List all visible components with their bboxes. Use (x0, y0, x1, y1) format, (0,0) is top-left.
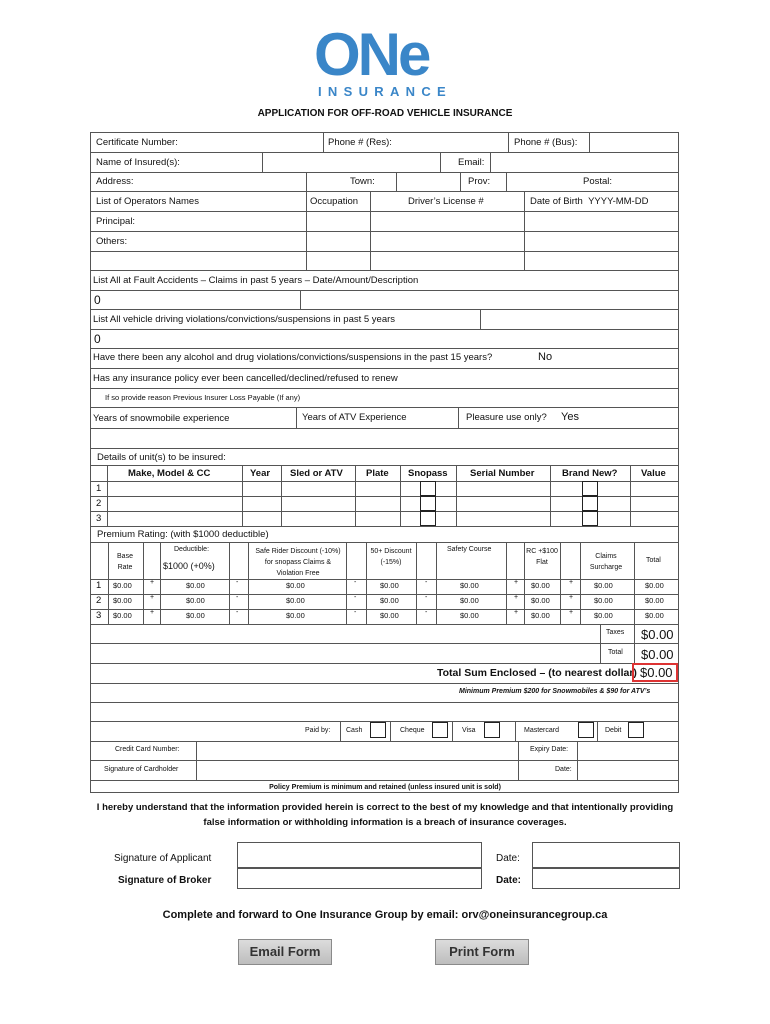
taxes-value: $0.00 (641, 627, 674, 642)
premium-operator: - (236, 579, 239, 586)
cheque-checkbox[interactable] (432, 722, 448, 738)
brand-new-checkbox-1[interactable] (582, 481, 598, 496)
label-occupation: Occupation (310, 196, 359, 207)
premium-cell: $0.00 (460, 596, 479, 605)
premium-cell: $0.00 (460, 611, 479, 620)
premium-cell: $0.00 (594, 611, 613, 620)
label-cc-number: Credit Card Number: (115, 746, 180, 753)
premium-operator: - (425, 594, 428, 601)
alcohol-value[interactable]: No (538, 351, 553, 363)
label-expiry: Expiry Date: (530, 746, 569, 753)
premium-operator: + (150, 579, 155, 586)
label-phone-bus: Phone # (Bus): (514, 137, 578, 148)
premium-cell: $0.00 (531, 611, 550, 620)
snopass-checkbox-3[interactable] (420, 511, 436, 526)
header-total: Total (646, 557, 661, 564)
label-visa: Visa (462, 727, 476, 734)
premium-title: Premium Rating: (with $1000 deductible) (97, 529, 269, 540)
pleasure-value[interactable]: Yes (561, 411, 579, 423)
label-sig-cardholder: Signature of Cardholder (104, 766, 179, 773)
premium-cell: $0.00 (380, 596, 399, 605)
premium-operator: + (150, 609, 155, 616)
header-deductible: Deductible: (174, 546, 210, 553)
label-sig-applicant: Signature of Applicant (114, 853, 212, 864)
label-cash: Cash (346, 727, 363, 734)
premium-row-number: 2 (96, 595, 102, 606)
debit-checkbox[interactable] (628, 722, 644, 738)
label-paid-by: Paid by: (305, 727, 331, 734)
premium-cell: $0.00 (186, 611, 205, 620)
premium-cell: $0.00 (645, 581, 664, 590)
header-value: Value (641, 468, 666, 479)
minimum-premium-note: Minimum Premium $200 for Snowmobiles & $90 for ATV’s (459, 688, 651, 695)
broker-date-field[interactable] (532, 867, 680, 889)
premium-operator: + (150, 594, 155, 601)
label-prov: Prov: (468, 176, 491, 187)
label-cheque: Cheque (400, 727, 425, 734)
label-cancelled: Has any insurance policy ever been cancelled/declined/refused to renew (93, 373, 398, 384)
total-sum-value: $0.00 (640, 665, 673, 680)
label-cardholder-date: Date: (555, 766, 572, 773)
premium-operator: - (236, 594, 239, 601)
label-taxes: Taxes (606, 629, 625, 636)
label-debit: Debit (605, 727, 622, 734)
header-serial: Serial Number (470, 468, 535, 479)
premium-cell: $0.00 (113, 581, 132, 590)
header-snopass: Snopass (408, 468, 448, 479)
label-applicant-date: Date: (496, 853, 520, 864)
label-sig-broker: Signature of Broker (118, 875, 212, 886)
cash-checkbox[interactable] (370, 722, 386, 738)
label-email: Email: (458, 157, 485, 168)
premium-cell: $0.00 (531, 596, 550, 605)
premium-cell: $0.00 (380, 611, 399, 620)
premium-operator: - (354, 594, 357, 601)
deductible-value[interactable]: $1000 (+0%) (163, 561, 215, 571)
header-plate: Plate (366, 468, 389, 479)
label-prev-insurer: If so provide reason Previous Insurer Loss Payable (If any) (105, 393, 301, 402)
label-postal: Postal: (583, 176, 613, 187)
form-title: APPLICATION FOR OFF-ROAD VEHICLE INSURANCE (257, 108, 513, 119)
header-sled-atv: Sled or ATV (290, 468, 343, 479)
premium-cell: $0.00 (531, 581, 550, 590)
mastercard-checkbox[interactable] (578, 722, 594, 738)
premium-cell: $0.00 (286, 581, 305, 590)
unit-row-1-number: 1 (96, 483, 102, 494)
label-date-of-birth: Date of Birth YYYY-MM-DD (530, 196, 649, 207)
header-safety-course: Safety Course (447, 546, 492, 553)
label-snowmobile-exp: Years of snowmobile experience (93, 413, 230, 424)
premium-row-number: 3 (96, 610, 102, 621)
unit-row-2-number: 2 (96, 498, 102, 509)
premium-operator: + (514, 594, 519, 601)
brand-new-checkbox-2[interactable] (582, 496, 598, 511)
snopass-checkbox-1[interactable] (420, 481, 436, 496)
total-value: $0.00 (641, 647, 674, 662)
print-form-button[interactable]: Print Form (435, 939, 529, 965)
label-violations: List All vehicle driving violations/convictions/suspensions in past 5 years (93, 314, 396, 325)
premium-cell: $0.00 (286, 611, 305, 620)
declaration-text: I hereby understand that the information provided herein is correct to the best of my knowledge and that intentionally providing false information or withholding information is a breach of insurance coverages. (96, 802, 674, 828)
policy-note: Policy Premium is minimum and retained (unless insured unit is sold) (269, 784, 501, 791)
label-pleasure: Pleasure use only? (466, 412, 547, 423)
violations-value[interactable]: 0 (94, 332, 101, 346)
label-alcohol: Have there been any alcohol and drug violations/convictions/suspensions in the past 15 years? (93, 352, 493, 363)
applicant-date-field[interactable] (532, 842, 680, 869)
label-name-insured: Name of Insured(s): (96, 157, 180, 168)
premium-cell: $0.00 (594, 581, 613, 590)
premium-operator: - (354, 579, 357, 586)
accidents-value[interactable]: 0 (94, 293, 101, 307)
premium-cell: $0.00 (645, 596, 664, 605)
label-town: Town: (350, 176, 375, 187)
label-others: Others: (96, 236, 128, 247)
premium-operator: - (236, 609, 239, 616)
premium-operator: + (569, 579, 574, 586)
visa-checkbox[interactable] (484, 722, 500, 738)
label-total: Total (608, 649, 623, 656)
premium-operator: + (569, 594, 574, 601)
premium-operator: + (569, 609, 574, 616)
header-safe-rider: Safe Rider Discount (-10%) for snopass Claims & Violation Free (255, 548, 341, 577)
label-principal: Principal: (96, 216, 136, 227)
header-base-rate: Base Rate (117, 553, 133, 571)
snopass-checkbox-2[interactable] (420, 496, 436, 511)
label-total-sum: Total Sum Enclosed – (to nearest dollar) (437, 667, 637, 679)
premium-cell: $0.00 (113, 611, 132, 620)
company-logo (300, 22, 470, 102)
header-year: Year (250, 468, 271, 479)
header-rc: RC +$100 Flat (526, 548, 558, 566)
header-claims-surcharge: Claims Surcharge (589, 553, 623, 571)
premium-row-number: 1 (96, 580, 102, 591)
units-title: Details of unit(s) to be insured: (97, 452, 226, 463)
brand-new-checkbox-3[interactable] (582, 511, 598, 526)
premium-cell: $0.00 (594, 596, 613, 605)
premium-cell: $0.00 (460, 581, 479, 590)
label-operators: List of Operators Names (96, 196, 199, 207)
premium-operator: + (514, 579, 519, 586)
label-accidents: List All at Fault Accidents – Claims in past 5 years – Date/Amount/Description (93, 275, 419, 286)
premium-operator: - (354, 609, 357, 616)
premium-cell: $0.00 (186, 596, 205, 605)
applicant-signature-field[interactable] (237, 842, 482, 869)
premium-cell: $0.00 (380, 581, 399, 590)
header-brand-new: Brand New? (562, 468, 618, 479)
unit-row-3-number: 3 (96, 513, 102, 524)
premium-cell: $0.00 (113, 596, 132, 605)
premium-operator: - (425, 609, 428, 616)
premium-cell: $0.00 (186, 581, 205, 590)
label-address: Address: (96, 176, 134, 187)
label-atv-exp: Years of ATV Experience (302, 412, 407, 423)
premium-operator: - (425, 579, 428, 586)
label-mastercard: Mastercard (524, 727, 560, 734)
label-drivers-license: Driver’s License # (408, 196, 484, 207)
premium-operator: + (514, 609, 519, 616)
label-broker-date: Date: (496, 875, 522, 886)
label-phone-res: Phone # (Res): (328, 137, 392, 148)
broker-signature-field[interactable] (237, 867, 482, 889)
premium-cell: $0.00 (645, 611, 664, 620)
logo-wordmark: ONe (314, 21, 429, 88)
logo-subtext: INSURANCE (318, 84, 452, 99)
label-certificate-number: Certificate Number: (96, 137, 178, 148)
email-form-button[interactable]: Email Form (238, 939, 332, 965)
footer-instructions: Complete and forward to One Insurance Group by email: orv@oneinsurancegroup.ca (162, 909, 608, 921)
premium-cell: $0.00 (286, 596, 305, 605)
header-fifty-plus: 50+ Discount (-15%) (370, 548, 412, 566)
header-make-model: Make, Model & CC (128, 468, 211, 479)
